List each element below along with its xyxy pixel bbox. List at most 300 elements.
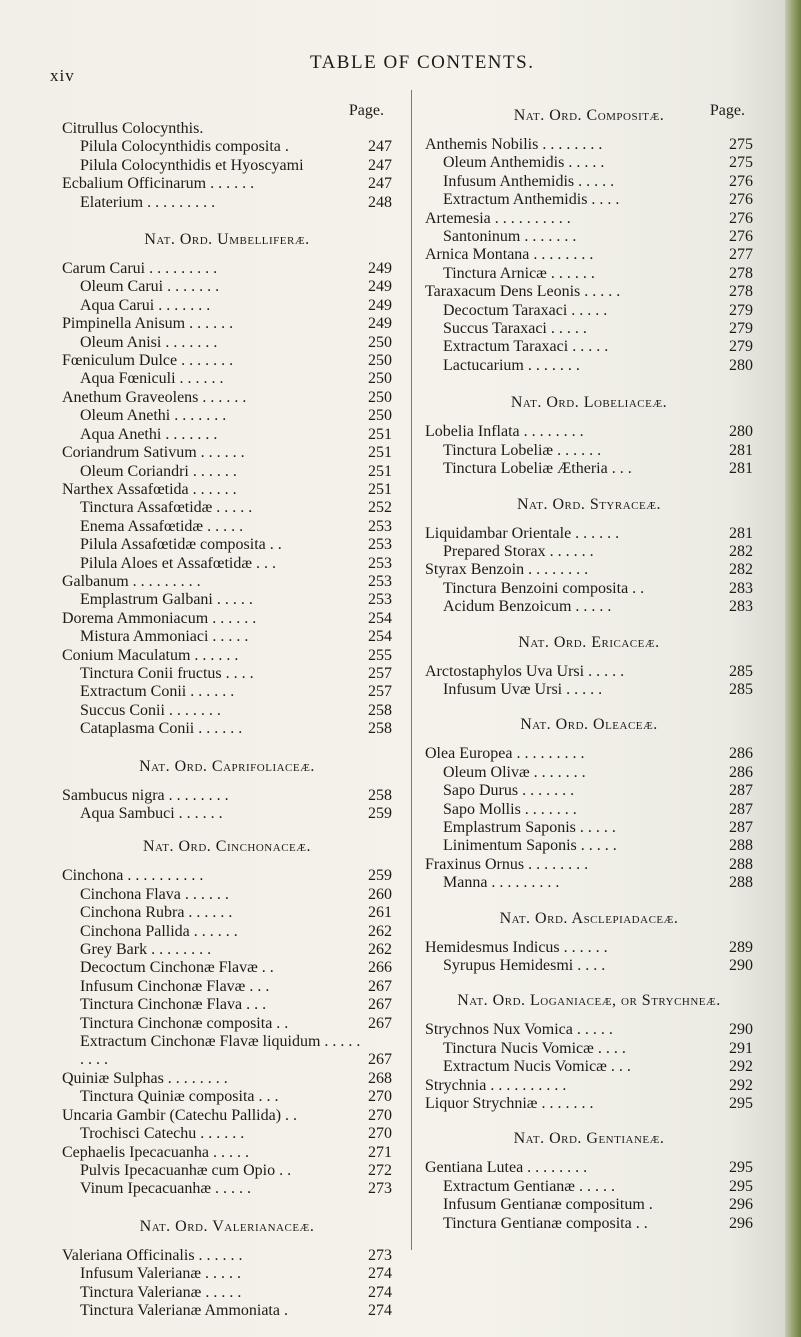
entry-page-number: 260 bbox=[368, 885, 392, 903]
entry-title: Pimpinella Anisum . . . . . . bbox=[62, 315, 234, 333]
section-heading: Nat. Ord. Umbelliferæ. bbox=[144, 231, 310, 249]
entry-page-number: 257 bbox=[368, 683, 392, 701]
entry-title: Aqua Anethi . . . . . . . bbox=[80, 425, 218, 443]
entry-title: Santoninum . . . . . . . bbox=[443, 228, 577, 246]
entry-page-number: 253 bbox=[368, 517, 392, 535]
entry-title: Quiniæ Sulphas . . . . . . . . bbox=[62, 1069, 228, 1087]
toc-entry bbox=[425, 173, 753, 191]
toc-entry bbox=[425, 1215, 753, 1233]
toc-entry bbox=[62, 426, 392, 444]
toc-entry bbox=[62, 499, 392, 517]
entry-page-number: 285 bbox=[729, 680, 753, 698]
entry-page-number: 255 bbox=[368, 646, 392, 664]
entry-page-number: 261 bbox=[368, 904, 392, 922]
toc-entry bbox=[425, 819, 753, 837]
entry-title: Aqua Carui . . . . . . . bbox=[80, 296, 211, 314]
entry-title: Valeriana Officinalis . . . . . . bbox=[62, 1246, 243, 1264]
entry-title: Uncaria Gambir (Catechu Pallida) . . bbox=[62, 1106, 298, 1124]
toc-entry bbox=[62, 389, 392, 407]
toc-entry bbox=[425, 1095, 753, 1113]
entry-page-number: 272 bbox=[368, 1161, 392, 1179]
entry-title: Oleum Anisi . . . . . . . bbox=[80, 333, 218, 351]
entry-title: Taraxacum Dens Leonis . . . . . bbox=[425, 283, 621, 301]
entry-title: Cinchona . . . . . . . . . . bbox=[62, 867, 204, 885]
entry-page-number: 271 bbox=[368, 1143, 392, 1161]
toc-entry bbox=[62, 1302, 392, 1320]
section-heading: Nat. Ord. Caprifoliaceæ. bbox=[139, 757, 315, 775]
entry-title: Arctostaphylos Uva Ursi . . . . . bbox=[425, 662, 625, 680]
entry-title: Conium Maculatum . . . . . . bbox=[62, 646, 239, 664]
entry-title: Hemidesmus Indicus . . . . . . bbox=[425, 938, 608, 956]
entry-page-number: 273 bbox=[368, 1246, 392, 1264]
toc-entry bbox=[425, 320, 753, 338]
entry-page-number: 278 bbox=[729, 283, 753, 301]
toc-entry bbox=[425, 228, 753, 246]
entry-page-number: 251 bbox=[368, 462, 392, 480]
toc-entry bbox=[62, 1247, 392, 1265]
entry-title: Oleum Anthemidis . . . . . bbox=[443, 154, 605, 172]
toc-entry bbox=[62, 260, 392, 278]
entry-title: Dorema Ammoniacum . . . . . . bbox=[62, 609, 257, 627]
toc-entry bbox=[425, 265, 753, 283]
entry-page-number: 280 bbox=[729, 356, 753, 374]
toc-entry bbox=[62, 720, 392, 738]
entry-page-number: 259 bbox=[368, 805, 392, 822]
entry-page-number: 283 bbox=[729, 579, 753, 597]
entry-title: Anethum Graveolens . . . . . . bbox=[62, 388, 247, 406]
entry-title: Extractum Anthemidis . . . . bbox=[443, 191, 620, 209]
entry-page-number: 259 bbox=[368, 867, 392, 885]
toc-entry bbox=[62, 683, 392, 701]
entry-title: Infusum Valerianæ . . . . . bbox=[80, 1265, 242, 1283]
entry-title: Infusum Gentianæ compositum . bbox=[443, 1196, 653, 1214]
toc-section bbox=[425, 106, 753, 375]
toc-entry bbox=[62, 444, 392, 462]
entry-title: Cataplasma Conii . . . . . . bbox=[80, 720, 243, 738]
entry-title: Succus Conii . . . . . . . bbox=[80, 701, 221, 719]
entry-page-number: 253 bbox=[368, 536, 392, 554]
entry-page-number: 288 bbox=[729, 837, 753, 855]
toc-entry bbox=[425, 598, 753, 616]
toc-entry bbox=[62, 1265, 392, 1283]
entry-title: Tinctura Gentianæ composita . . bbox=[443, 1214, 648, 1232]
toc-entry bbox=[425, 357, 753, 375]
entry-title: Aqua Sambuci . . . . . . bbox=[80, 805, 223, 822]
toc-entry bbox=[62, 1033, 392, 1070]
entry-title: Ecbalium Officinarum . . . . . . bbox=[62, 175, 255, 193]
toc-section bbox=[425, 1129, 753, 1233]
toc-entry bbox=[425, 801, 753, 819]
toc-entry bbox=[425, 283, 753, 301]
toc-section bbox=[425, 495, 753, 617]
toc-entry bbox=[425, 681, 753, 699]
toc-entry bbox=[62, 157, 392, 175]
toc-entry bbox=[62, 315, 392, 333]
entry-title: Extractum Taraxaci . . . . . bbox=[443, 338, 609, 356]
toc-entry bbox=[425, 561, 753, 579]
toc-entry bbox=[62, 518, 392, 536]
toc-entry bbox=[425, 154, 753, 172]
toc-entry bbox=[62, 702, 392, 720]
entry-title: Lobelia Inflata . . . . . . . . bbox=[425, 423, 584, 441]
entry-page-number: 267 bbox=[368, 1014, 392, 1032]
toc-entry bbox=[425, 246, 753, 264]
entry-page-number: 266 bbox=[368, 959, 392, 977]
entry-title: Galbanum . . . . . . . . . bbox=[62, 572, 201, 590]
entry-title: Decoctum Taraxaci . . . . . bbox=[443, 301, 608, 319]
entry-page-number: 291 bbox=[729, 1039, 753, 1057]
toc-entry bbox=[62, 941, 392, 959]
entry-page-number: 249 bbox=[368, 278, 392, 296]
toc-entry bbox=[425, 1159, 753, 1177]
entry-title: Elaterium . . . . . . . . . bbox=[80, 193, 216, 211]
entry-page-number: 254 bbox=[368, 609, 392, 627]
toc-entry bbox=[425, 1040, 753, 1058]
section-heading: Nat. Ord. Lobeliaceæ. bbox=[510, 394, 668, 412]
entry-page-number: 258 bbox=[368, 720, 392, 738]
entry-page-number: 279 bbox=[729, 320, 753, 338]
entry-title: Pilula Aloes et Assafœtidæ . . . bbox=[80, 554, 276, 572]
entry-page-number: 247 bbox=[368, 175, 392, 193]
entry-title: Cinchona Pallida . . . . . . bbox=[80, 922, 238, 940]
toc-entry bbox=[62, 194, 392, 212]
column-divider bbox=[411, 90, 412, 1250]
toc-entry bbox=[425, 423, 753, 441]
entry-title: Enema Assafœtidæ . . . . . bbox=[80, 517, 244, 535]
entry-page-number: 273 bbox=[368, 1180, 392, 1198]
toc-entry bbox=[62, 1070, 392, 1088]
entry-title: Lactucarium . . . . . . . bbox=[443, 356, 580, 374]
toc-entry bbox=[62, 978, 392, 996]
running-head bbox=[0, 52, 760, 85]
entry-title: Emplastrum Galbani . . . . . bbox=[80, 591, 253, 609]
entry-title: Pulvis Ipecacuanhæ cum Opio . . bbox=[80, 1161, 292, 1179]
toc-entry bbox=[62, 1088, 392, 1106]
toc-entry bbox=[62, 1015, 392, 1033]
toc-entry bbox=[62, 175, 392, 193]
toc-entry bbox=[62, 481, 392, 499]
entry-title: Syrupus Hemidesmi . . . . bbox=[443, 957, 606, 974]
entry-page-number: 274 bbox=[368, 1283, 392, 1301]
entry-page-number: 287 bbox=[729, 782, 753, 800]
toc-entry bbox=[62, 665, 392, 683]
section-heading: Nat. Ord. Asclepiadaceæ. bbox=[499, 909, 679, 927]
entry-page-number: 288 bbox=[729, 855, 753, 873]
entry-title: Tinctura Assafœtidæ . . . . . bbox=[80, 499, 253, 517]
toc-entry bbox=[425, 764, 753, 782]
toc-section bbox=[425, 909, 753, 976]
entry-page-number: 281 bbox=[729, 441, 753, 459]
toc-entry bbox=[425, 580, 753, 598]
entry-title: Narthex Assafœtida . . . . . . bbox=[62, 480, 237, 498]
toc-entry bbox=[425, 1196, 753, 1214]
toc-section bbox=[425, 633, 753, 700]
entry-page-number: 274 bbox=[368, 1301, 392, 1319]
toc-entry bbox=[62, 1284, 392, 1302]
entry-page-number: 257 bbox=[368, 664, 392, 682]
toc-section bbox=[425, 715, 753, 892]
toc-entry bbox=[62, 923, 392, 941]
entry-page-number: 295 bbox=[729, 1177, 753, 1195]
entry-page-number: 296 bbox=[729, 1196, 753, 1214]
toc-entry bbox=[62, 278, 392, 296]
entry-title: Artemesia . . . . . . . . . . bbox=[425, 209, 571, 227]
toc-entry bbox=[62, 352, 392, 370]
toc-entry bbox=[62, 1162, 392, 1180]
toc-entry bbox=[425, 460, 753, 478]
entry-page-number: 274 bbox=[368, 1265, 392, 1283]
toc-entry bbox=[62, 370, 392, 388]
toc-entry bbox=[425, 782, 753, 800]
entry-title: Arnica Montana . . . . . . . . bbox=[425, 246, 594, 264]
entry-title: Fœniculum Dulce . . . . . . . bbox=[62, 352, 234, 370]
entry-page-number: 295 bbox=[729, 1159, 753, 1177]
toc-entry bbox=[62, 1180, 392, 1198]
toc-entry bbox=[62, 120, 392, 138]
entry-title: Fraxinus Ornus . . . . . . . . bbox=[425, 855, 589, 873]
entry-title: Cephaelis Ipecacuanha . . . . . bbox=[62, 1143, 250, 1161]
entry-page-number: 253 bbox=[368, 554, 392, 572]
entry-page-number: 292 bbox=[729, 1058, 753, 1076]
entry-title: Acidum Benzoicum . . . . . bbox=[443, 598, 612, 616]
entry-page-number: 250 bbox=[368, 370, 392, 388]
toc-entry bbox=[62, 334, 392, 352]
toc-entry bbox=[62, 996, 392, 1014]
entry-title: Tinctura Nucis Vomicæ . . . . bbox=[443, 1039, 626, 1057]
entry-page-number: 289 bbox=[729, 938, 753, 956]
entry-page-number: 290 bbox=[729, 957, 753, 974]
toc-entry bbox=[62, 787, 392, 805]
entry-page-number: 275 bbox=[729, 136, 753, 153]
section-heading: Nat. Ord. Valerianaceæ. bbox=[139, 1217, 315, 1235]
entry-page-number: 250 bbox=[368, 388, 392, 406]
toc-entry bbox=[62, 628, 392, 646]
right-sections bbox=[425, 106, 753, 1233]
entry-title: Styrax Benzoin . . . . . . . . bbox=[425, 561, 589, 579]
entry-page-number: 295 bbox=[729, 1095, 753, 1113]
entry-page-number: 249 bbox=[368, 315, 392, 333]
entry-title: Tinctura Valerianæ . . . . . bbox=[80, 1283, 242, 1301]
entry-title: Strychnos Nux Vomica . . . . . bbox=[425, 1021, 613, 1039]
toc-entry bbox=[425, 442, 753, 460]
entry-page-number: 287 bbox=[729, 818, 753, 836]
entry-title: Olea Europea . . . . . . . . . bbox=[425, 745, 585, 763]
section-heading: Nat. Ord. Ericaceæ. bbox=[518, 633, 660, 651]
entry-title: Aqua Fœniculi . . . . . . bbox=[80, 370, 224, 388]
toc-entry bbox=[62, 1107, 392, 1125]
toc-entry bbox=[425, 663, 753, 681]
entry-title: Anthemis Nobilis . . . . . . . . bbox=[425, 136, 603, 153]
entry-title: Trochisci Catechu . . . . . . bbox=[80, 1125, 245, 1143]
entry-page-number: 288 bbox=[729, 874, 753, 892]
entry-page-number: 282 bbox=[729, 561, 753, 579]
toc-entry bbox=[425, 837, 753, 855]
section-heading: Nat. Ord. Gentianeæ. bbox=[513, 1130, 665, 1148]
entry-page-number: 250 bbox=[368, 407, 392, 425]
toc-entry bbox=[425, 1021, 753, 1039]
toc-entry bbox=[425, 191, 753, 209]
toc-entry bbox=[62, 591, 392, 609]
entry-title: Gentiana Lutea . . . . . . . . bbox=[425, 1159, 588, 1177]
entry-page-number: 247 bbox=[368, 138, 392, 156]
toc-entry bbox=[62, 297, 392, 315]
toc-entry bbox=[425, 136, 753, 154]
entry-page-number: 279 bbox=[729, 338, 753, 356]
toc-entry bbox=[425, 745, 753, 763]
entry-title: Tinctura Cinchonæ Flava . . . bbox=[80, 996, 267, 1014]
entry-title: Extractum Conii . . . . . . bbox=[80, 683, 235, 701]
toc-entry bbox=[425, 338, 753, 356]
entry-page-number: 258 bbox=[368, 701, 392, 719]
toc-entry bbox=[62, 805, 392, 823]
entry-title: Pilula Colocynthidis et Hyoscyami bbox=[80, 156, 304, 174]
toc-entry bbox=[62, 463, 392, 481]
toc-entry bbox=[425, 874, 753, 892]
toc-entry bbox=[62, 610, 392, 628]
entry-page-number: 250 bbox=[368, 352, 392, 370]
entry-page-number: 267 bbox=[368, 996, 392, 1014]
entry-title: Tinctura Lobeliæ Ætheria . . . bbox=[443, 460, 632, 478]
entry-page-number: 262 bbox=[368, 941, 392, 959]
entry-title: Oleum Olivæ . . . . . . . bbox=[443, 763, 586, 781]
entry-page-number: 267 bbox=[368, 977, 392, 995]
entry-page-number: 276 bbox=[729, 209, 753, 227]
entry-page-number: 251 bbox=[368, 444, 392, 462]
entry-title: Succus Taraxaci . . . . . bbox=[443, 320, 587, 338]
entry-title: Carum Carui . . . . . . . . . bbox=[62, 260, 218, 278]
entry-title: Grey Bark . . . . . . . . bbox=[80, 941, 212, 959]
entry-page-number: 282 bbox=[729, 542, 753, 560]
toc-entry bbox=[425, 1058, 753, 1076]
entry-title: Liquor Strychniæ . . . . . . . bbox=[425, 1095, 594, 1113]
toc-entry bbox=[62, 1144, 392, 1162]
entry-title: Citrullus Colocynthis. bbox=[62, 120, 204, 137]
entry-title: Linimentum Saponis . . . . . bbox=[443, 837, 617, 855]
entry-title: Oleum Carui . . . . . . . bbox=[80, 278, 220, 296]
entry-title: Infusum Cinchonæ Flavæ . . . bbox=[80, 977, 270, 995]
toc-entry bbox=[62, 959, 392, 977]
toc-entry bbox=[62, 573, 392, 591]
toc-entry bbox=[62, 647, 392, 665]
entry-title: Strychnia . . . . . . . . . . bbox=[425, 1076, 567, 1094]
right-column bbox=[425, 102, 753, 1233]
toc-entry bbox=[425, 856, 753, 874]
entry-page-number: 251 bbox=[368, 480, 392, 498]
section-heading: Nat. Ord. Compositæ. bbox=[513, 107, 665, 124]
entry-page-number: 277 bbox=[729, 246, 753, 264]
toc-entry bbox=[425, 302, 753, 320]
entry-title: Extractum Nucis Vomicæ . . . bbox=[443, 1058, 631, 1076]
entry-page-number: 281 bbox=[729, 460, 753, 478]
entry-page-number: 292 bbox=[729, 1076, 753, 1094]
entry-title: Tinctura Valerianæ Ammoniata . bbox=[80, 1301, 288, 1319]
entry-page-number: 247 bbox=[368, 156, 392, 174]
entry-page-number: 253 bbox=[368, 591, 392, 609]
toc-entry bbox=[425, 939, 753, 957]
toc-entry bbox=[62, 886, 392, 904]
entry-title: Tinctura Cinchonæ composita . . bbox=[80, 1014, 289, 1032]
entry-title: Infusum Uvæ Ursi . . . . . bbox=[443, 680, 603, 698]
section-heading: Nat. Ord. Cinchonaceæ. bbox=[142, 838, 312, 856]
entry-page-number: 249 bbox=[368, 296, 392, 314]
entry-page-number: 249 bbox=[368, 260, 392, 278]
toc-section bbox=[62, 757, 392, 824]
entry-title: Tinctura Quiniæ composita . . . bbox=[80, 1088, 279, 1106]
page-column-label: Page. bbox=[348, 102, 384, 119]
entry-title: Tinctura Conii fructus . . . . bbox=[80, 664, 254, 682]
entry-page-number: 283 bbox=[729, 598, 753, 616]
entry-title: Sapo Durus . . . . . . . bbox=[443, 782, 575, 800]
entry-page-number: 267 bbox=[368, 1051, 392, 1069]
entry-title: Tinctura Lobeliæ . . . . . . bbox=[443, 441, 602, 459]
entry-page-number: 253 bbox=[368, 572, 392, 590]
entry-title: Prepared Storax . . . . . . bbox=[443, 542, 594, 560]
entry-title: Tinctura Arnicæ . . . . . . bbox=[443, 264, 595, 282]
entry-page-number: 252 bbox=[368, 499, 392, 517]
entry-page-number: 270 bbox=[368, 1106, 392, 1124]
entry-page-number: 254 bbox=[368, 628, 392, 646]
entry-title: Pilula Assafœtidæ composita . . bbox=[80, 536, 282, 554]
entry-page-number: 276 bbox=[729, 172, 753, 190]
entry-page-number: 280 bbox=[729, 423, 753, 441]
toc-entry bbox=[425, 1178, 753, 1196]
section-heading: Nat. Ord. Oleaceæ. bbox=[520, 716, 658, 734]
page-title: TABLE OF CONTENTS. bbox=[310, 52, 535, 73]
entry-title: Pilula Colocynthidis composita . bbox=[80, 138, 289, 156]
entry-page-number: 296 bbox=[729, 1214, 753, 1232]
toc-entry bbox=[62, 555, 392, 573]
left-sections bbox=[62, 120, 392, 1320]
page-column-label: Page. bbox=[709, 102, 745, 119]
entry-title: Vinum Ipecacuanhæ . . . . . bbox=[80, 1180, 251, 1198]
toc-entry bbox=[425, 543, 753, 561]
section-heading: Nat. Ord. Styraceæ. bbox=[516, 495, 661, 513]
entry-page-number: 287 bbox=[729, 800, 753, 818]
entry-page-number: 279 bbox=[729, 301, 753, 319]
toc-section bbox=[62, 230, 392, 739]
entry-page-number: 276 bbox=[729, 228, 753, 246]
toc-entry bbox=[425, 525, 753, 543]
entry-title: Cinchona Rubra . . . . . . bbox=[80, 904, 233, 922]
entry-page-number: 275 bbox=[729, 154, 753, 172]
toc-entry bbox=[62, 536, 392, 554]
toc-entry bbox=[62, 867, 392, 885]
entry-title: Manna . . . . . . . . . bbox=[443, 874, 560, 892]
entry-page-number: 270 bbox=[368, 1125, 392, 1143]
toc-entry bbox=[425, 1077, 753, 1095]
entry-page-number: 285 bbox=[729, 662, 753, 680]
entry-title: Extractum Gentianæ . . . . . bbox=[443, 1177, 615, 1195]
entry-title: Decoctum Cinchonæ Flavæ . . bbox=[80, 959, 274, 977]
entry-page-number: 286 bbox=[729, 745, 753, 763]
toc-section bbox=[62, 120, 392, 212]
entry-page-number: 286 bbox=[729, 763, 753, 781]
entry-title: Cinchona Flava . . . . . . bbox=[80, 885, 229, 903]
toc-entry bbox=[425, 210, 753, 228]
entry-page-number: 258 bbox=[368, 786, 392, 804]
entry-title: Sapo Mollis . . . . . . . bbox=[443, 800, 577, 818]
toc-entry bbox=[62, 1125, 392, 1143]
entry-page-number: 262 bbox=[368, 922, 392, 940]
entry-page-number: 276 bbox=[729, 191, 753, 209]
entry-title: Mistura Ammoniaci . . . . . bbox=[80, 628, 249, 646]
entry-title: Coriandrum Sativum . . . . . . bbox=[62, 444, 245, 462]
entry-title: Oleum Anethi . . . . . . . bbox=[80, 407, 227, 425]
entry-title: Extractum Cinchonæ Flavæ liquidum . . . . . . . . . bbox=[80, 1033, 361, 1069]
section-heading: Nat. Ord. Loganiaceæ, or Strychneæ. bbox=[457, 992, 721, 1010]
entry-title: Emplastrum Saponis . . . . . bbox=[443, 818, 616, 836]
entry-page-number: 270 bbox=[368, 1088, 392, 1106]
